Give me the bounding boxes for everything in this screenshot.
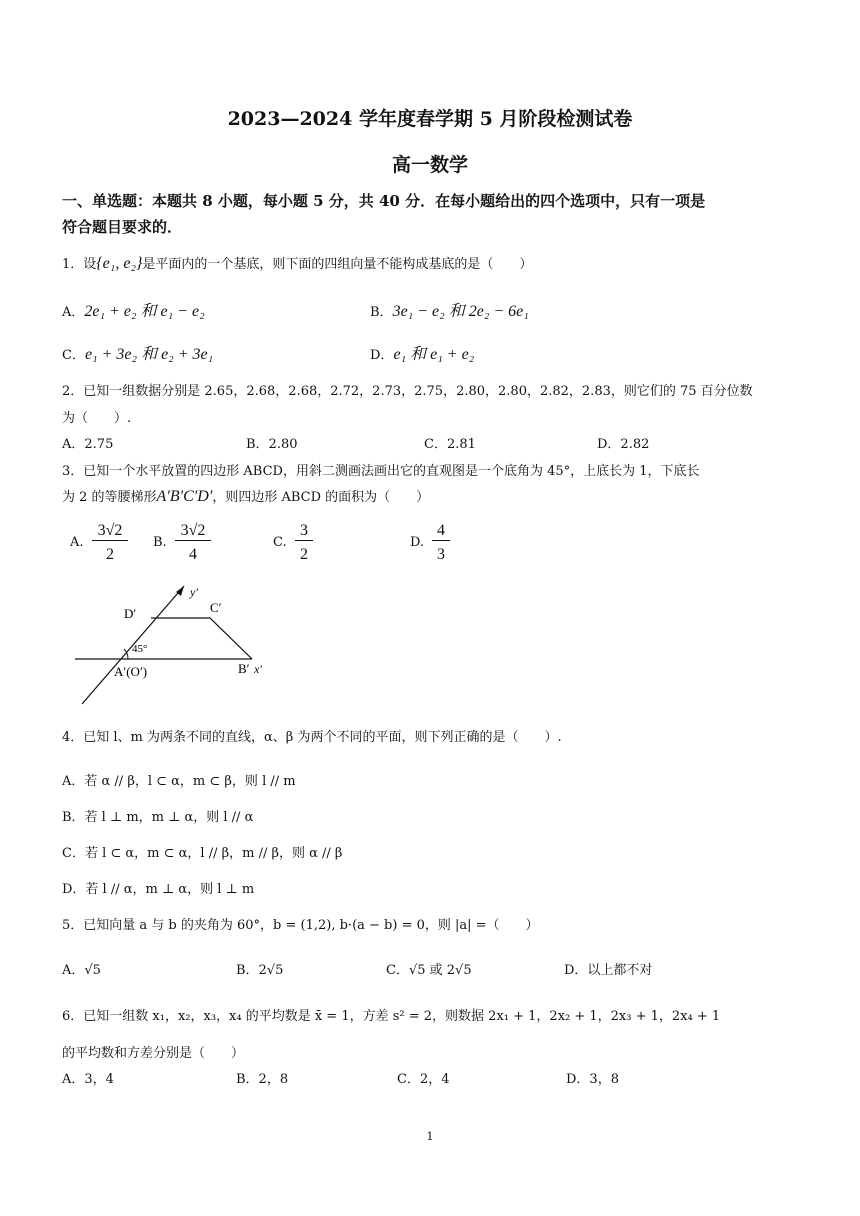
q2-option-b[interactable]: B．2.80 (246, 437, 298, 452)
q1-basis-set: {e₁, e₂} (96, 255, 143, 272)
question-2-stem-line1: 2．已知一组数据分别是 2.65，2.68，2.68，2.72，2.73，2.75，2.80，2.80，2.82，2.83，则它们的 75 百分位数 (62, 384, 753, 399)
q3-figure (70, 580, 280, 710)
q4-option-c[interactable]: C．若 l ⊂ α，m ⊂ α，l // β，m // β，则 α // β (62, 846, 343, 861)
q3-label-y: y′ (190, 585, 198, 599)
q2-option-a[interactable]: A．2.75 (62, 437, 114, 452)
q5-option-d[interactable]: D．以上都不对 (564, 963, 653, 978)
q3-option-d-denominator: 3 (437, 546, 445, 563)
q1-option-b[interactable] (370, 298, 529, 321)
q1-option-b-label: B． (370, 305, 393, 320)
q1-text: 是平面内的一个基底，则下面的四组向量不能构成基底的是（ ） (142, 257, 533, 272)
question-6-stem-line1: 6．已知一组数 x₁，x₂，x₃，x₄ 的平均数是 x̄ = 1，方差 s² = 2，则数据 2x₁ + 1，2x₂ + 1，2x₃ + 1，2x₄ + 1 (62, 1009, 721, 1024)
q3-label-c: C′ (210, 600, 222, 615)
q5-option-a[interactable]: A．√5 (62, 963, 101, 978)
q5-option-c[interactable]: C．√5 或 2√5 (386, 963, 472, 978)
q1-option-a[interactable] (62, 298, 205, 321)
question-2-stem-line2: 为（ ）. (62, 411, 132, 426)
question-5-stem: 5．已知向量 a 与 b 的夹角为 60°，b = (1,2), b·(a − b) = 0，则 |a| =（ ） (62, 918, 539, 933)
section-heading-line2: 符合题目要求的． (62, 218, 183, 236)
q3-option-d-label[interactable]: D. (410, 535, 425, 550)
q3-option-b-numerator: 3√2 (175, 522, 211, 541)
q4-option-d[interactable]: D．若 l // α，m ⊥ α，则 l ⊥ m (62, 882, 255, 897)
q1-option-a-label: A． (62, 305, 85, 320)
q1-option-b-math: 3e₁ − e₂ 和 2e₂ − 6e₁ (392, 303, 529, 320)
q1-prefix: 1．设 (62, 257, 97, 272)
q3-option-d-numerator: 4 (432, 522, 450, 541)
q1-option-d[interactable] (370, 341, 474, 364)
exam-subtitle: 高一数学 (391, 154, 468, 176)
q1-option-d-math: e₁ 和 e₁ + e₂ (393, 346, 475, 363)
q3-option-c-numerator: 3 (295, 522, 313, 541)
q3-option-c-denominator: 2 (300, 546, 308, 563)
q3-trapezoid-name: A′B′C′D′ (156, 488, 213, 505)
q3-label-d: D′ (124, 606, 137, 621)
q6-option-c[interactable]: C．2，4 (397, 1072, 450, 1087)
q3-line2-b: ，则四边形 ABCD 的面积为（ ） (212, 490, 430, 505)
q3-option-a-label[interactable]: A. (70, 535, 84, 550)
q3-option-b-label[interactable]: B. (153, 535, 167, 550)
q4-option-a[interactable]: A．若 α // β，l ⊂ α，m ⊂ β，则 l // m (62, 774, 296, 789)
q6-option-a[interactable]: A．3，4 (62, 1072, 114, 1087)
q1-option-c-math: e₁ + 3e₂ 和 e₂ + 3e₁ (84, 346, 214, 363)
q1-option-c[interactable] (62, 341, 213, 364)
q3-label-a: A′(O′) (114, 664, 148, 679)
q3-option-a-numerator: 3√2 (92, 522, 128, 541)
q1-option-a-math: 2e₁ + e₂ 和 e₁ − e₂ (84, 303, 205, 320)
q5-option-b[interactable]: B．2√5 (236, 963, 284, 978)
question-1-stem (62, 253, 532, 273)
question-3-stem-line1: 3．已知一个水平放置的四边形 ABCD，用斜二测画法画出它的直观图是一个底角为 45°，上底长为 1，下底长 (62, 464, 700, 479)
question-3-stem-line2 (62, 486, 429, 506)
q1-option-c-label: C． (62, 348, 85, 363)
q6-option-b[interactable]: B．2，8 (236, 1072, 289, 1087)
q3-trapezoid (151, 618, 252, 659)
q3-label-angle: 45° (132, 643, 148, 655)
question-4-stem: 4．已知 l、m 为两条不同的直线，α、β 为两个不同的平面，则下列正确的是（ ）. (62, 730, 562, 745)
q3-option-c-label[interactable]: C. (273, 535, 287, 550)
q2-option-d[interactable]: D．2.82 (597, 437, 650, 452)
q3-label-b: B′ (238, 661, 250, 676)
q3-option-a-denominator: 2 (106, 546, 114, 563)
q6-option-d[interactable]: D．3，8 (566, 1072, 619, 1087)
q4-option-b[interactable]: B．若 l ⊥ m，m ⊥ α，则 l // α (62, 810, 254, 825)
question-6-stem-line2: 的平均数和方差分别是（ ） (62, 1046, 245, 1061)
q2-option-c[interactable]: C．2.81 (424, 437, 476, 452)
page-number: 1 (426, 1130, 434, 1143)
q3-line2-a: 为 2 的等腰梯形 (62, 490, 157, 505)
section-heading-line1: 一、单选题：本题共 8 小题，每小题 5 分，共 40 分．在每小题给出的四个选项中，只有一项是 (62, 192, 706, 210)
q1-option-d-label: D． (370, 348, 394, 363)
exam-title: 2023—2024 学年度春学期 5 月阶段检测试卷 (227, 108, 633, 130)
q3-label-x: x′ (254, 662, 262, 676)
q3-option-b-denominator: 4 (189, 546, 197, 563)
